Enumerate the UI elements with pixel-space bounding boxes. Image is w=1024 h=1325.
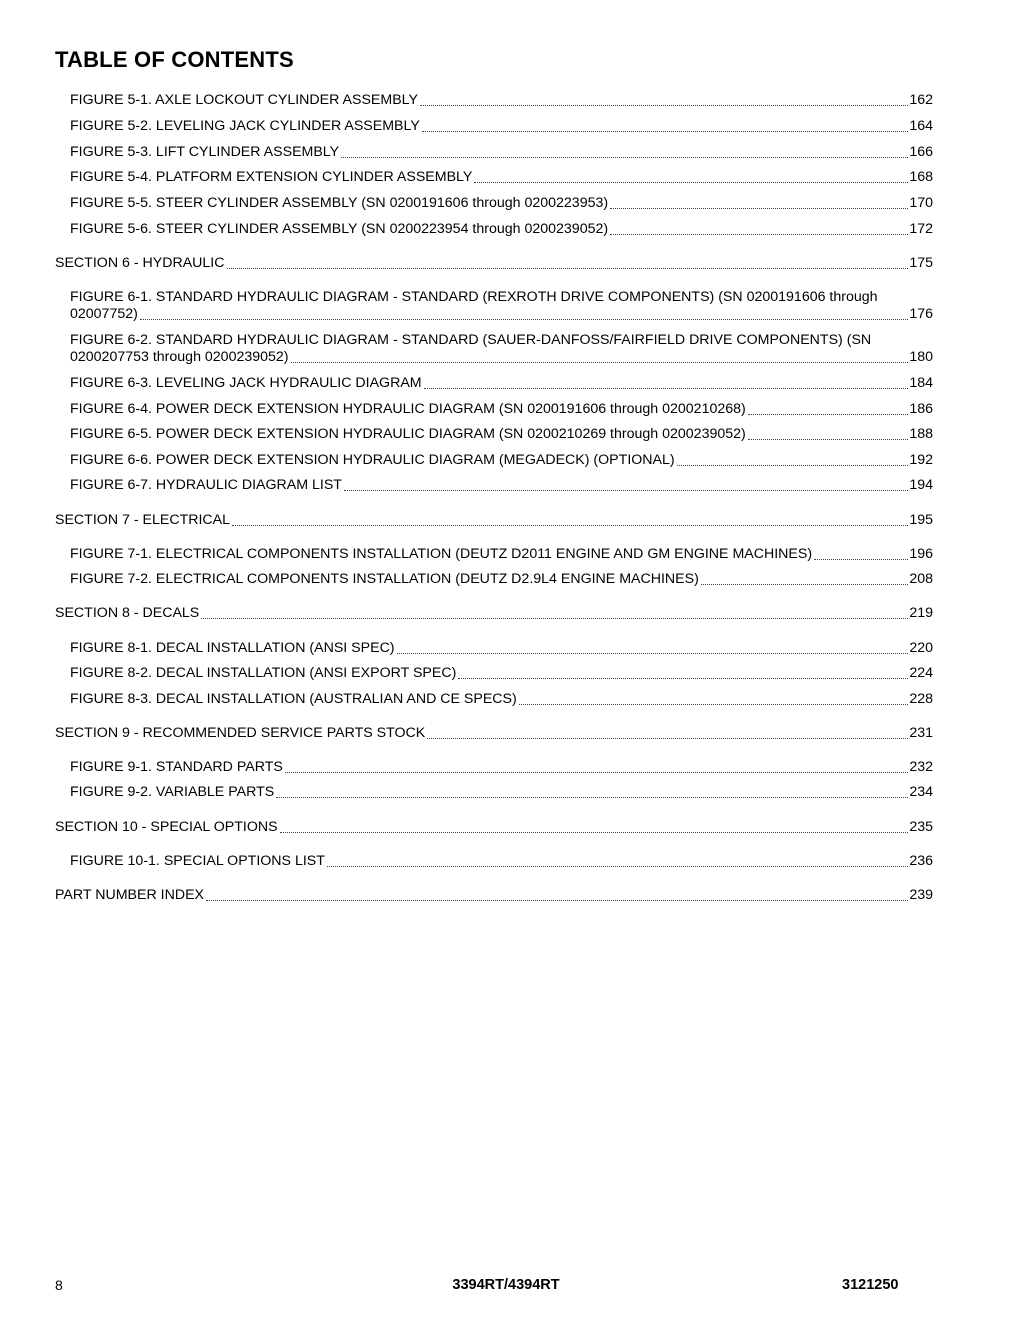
toc-entry-page: 236 [909,853,933,869]
dot-leader [232,524,908,526]
toc-entry-label: FIGURE 6-7. HYDRAULIC DIAGRAM LIST [70,477,342,493]
toc-entry-page: 220 [909,640,933,656]
toc-entry-figure[interactable] [70,221,933,238]
toc-entry-page: 176 [909,306,933,322]
toc-entry-section[interactable] [55,819,933,836]
toc-entry-label: FIGURE 5-5. STEER CYLINDER ASSEMBLY (SN 0200191606 through 0200223953) [70,195,609,211]
toc-entry-page: 188 [909,426,933,442]
toc-entry-page: 232 [909,759,933,775]
toc-entry-figure[interactable] [70,92,933,109]
footer-model: 3394RT/4394RT [452,1277,560,1293]
footer-doc-number: 3121250 [842,1277,899,1293]
toc-entry-figure[interactable] [70,640,933,657]
toc-entry-label: FIGURE 10-1. SPECIAL OPTIONS LIST [70,853,325,869]
toc-entry-figure[interactable] [70,375,933,392]
footer-page-number: 8 [55,1277,63,1293]
dot-leader [276,796,908,798]
dot-leader [291,361,909,363]
toc-entry-label: FIGURE 8-1. DECAL INSTALLATION (ANSI SPEC) [70,640,395,656]
toc-entry-page: 184 [909,375,933,391]
dot-leader [677,464,909,466]
dot-leader [206,899,908,901]
toc-entry-page: 235 [909,819,933,835]
toc-entry-page: 175 [909,255,933,271]
toc-entry-page: 208 [909,571,933,587]
toc-entry-page: 180 [909,349,933,365]
toc-entry-page: 196 [909,546,933,562]
toc-entry-label: FIGURE 5-6. STEER CYLINDER ASSEMBLY (SN 0200223954 through 0200239052) [70,221,609,237]
toc-entry-figure[interactable] [70,332,933,366]
dot-leader [519,703,909,705]
toc-entry-page: 170 [909,195,933,211]
toc-entry-figure[interactable] [70,546,933,563]
dot-leader [280,831,909,833]
dot-leader [474,181,908,183]
toc-entry-page: 192 [909,452,933,468]
toc-entry-label: FIGURE 7-1. ELECTRICAL COMPONENTS INSTALLATION (DEUTZ D2011 ENGINE AND GM ENGINE MACHINES) [70,546,813,562]
toc-entry-label: FIGURE 9-1. STANDARD PARTS [70,759,283,775]
toc-entry-label: SECTION 9 - RECOMMENDED SERVICE PARTS STOCK [55,725,426,741]
dot-leader [701,583,909,585]
toc-entry-label: PART NUMBER INDEX [55,887,204,903]
toc-entry-label: FIGURE 5-2. LEVELING JACK CYLINDER ASSEMBLY [70,118,420,134]
dot-leader [140,318,908,320]
toc-entry-label: FIGURE 5-1. AXLE LOCKOUT CYLINDER ASSEMBLY [70,92,418,108]
toc-entry-label: SECTION 10 - SPECIAL OPTIONS [55,819,278,835]
toc-entry-label: FIGURE 6-6. POWER DECK EXTENSION HYDRAULIC DIAGRAM (MEGADECK) (OPTIONAL) [70,452,675,468]
dot-leader [344,489,908,491]
toc-entry-figure[interactable] [70,169,933,186]
dot-leader [748,438,909,440]
toc-entry-figure[interactable] [70,853,933,870]
toc-entry-page: 219 [909,605,933,621]
toc-entry-label: FIGURE 6-1. STANDARD HYDRAULIC DIAGRAM - STANDARD (REXROTH DRIVE COMPONENTS) (SN 0200191606 through [70,289,878,305]
toc-entry-figure[interactable] [70,691,933,708]
dot-leader [427,737,908,739]
toc-entry-label: FIGURE 6-3. LEVELING JACK HYDRAULIC DIAGRAM [70,375,422,391]
toc-entry-label: FIGURE 5-3. LIFT CYLINDER ASSEMBLY [70,144,340,160]
toc-entry-figure[interactable] [70,144,933,161]
toc-entry-label: SECTION 6 - HYDRAULIC [55,255,225,271]
dot-leader [422,130,909,132]
toc-entry-section[interactable] [55,512,933,529]
toc-entry-section[interactable] [55,605,933,622]
dot-leader [610,207,908,209]
toc-entry-figure[interactable] [70,118,933,135]
toc-entry-label: FIGURE 7-2. ELECTRICAL COMPONENTS INSTALLATION (DEUTZ D2.9L4 ENGINE MACHINES) [70,571,699,587]
toc-entry-page: 186 [909,401,933,417]
toc-entry-page: 231 [909,725,933,741]
dot-leader [748,413,909,415]
toc-entry-label: FIGURE 5-4. PLATFORM EXTENSION CYLINDER ASSEMBLY [70,169,473,185]
toc-entry-page: 195 [909,512,933,528]
toc-entry-page: 239 [909,887,933,903]
toc-entry-label-continued: 02007752) [70,306,138,322]
toc-entry-label: FIGURE 6-2. STANDARD HYDRAULIC DIAGRAM - STANDARD (SAUER-DANFOSS/FAIRFIELD DRIVE COMPONENTS) (SN [70,332,872,348]
toc-entry-figure[interactable] [70,401,933,418]
dot-leader [201,617,908,619]
toc-entry-label: FIGURE 9-2. VARIABLE PARTS [70,784,275,800]
toc-entry-section[interactable] [55,887,933,904]
toc-entry-page: 194 [909,477,933,493]
toc-entry-label-continued: 0200207753 through 0200239052) [70,349,289,365]
toc-entry-figure[interactable] [70,477,933,494]
toc-entry-page: 224 [909,665,933,681]
dot-leader [397,652,909,654]
dot-leader [424,387,909,389]
dot-leader [610,233,908,235]
toc-entry-label: FIGURE 8-2. DECAL INSTALLATION (ANSI EXPORT SPEC) [70,665,457,681]
toc-entry-figure[interactable] [70,195,933,212]
dot-leader [814,558,908,560]
toc-entry-figure[interactable] [70,571,933,588]
toc-entry-page: 162 [909,92,933,108]
toc-entry-figure[interactable] [70,759,933,776]
toc-entry-figure[interactable] [70,452,933,469]
dot-leader [285,771,908,773]
toc-entry-page: 166 [909,144,933,160]
toc-entry-section[interactable] [55,255,933,272]
toc-entry-section[interactable] [55,725,933,742]
toc-entry-page: 234 [909,784,933,800]
toc-entry-page: 228 [909,691,933,707]
toc-entry-page: 172 [909,221,933,237]
dot-leader [227,267,909,269]
toc-entry-figure[interactable] [70,289,933,323]
toc-entry-label: SECTION 8 - DECALS [55,605,200,621]
page-title: TABLE OF CONTENTS [55,47,294,72]
toc-entry-figure[interactable] [70,784,933,801]
dot-leader [458,677,908,679]
toc-entry-page: 168 [909,169,933,185]
toc-entry-figure[interactable] [70,426,933,443]
dot-leader [420,104,908,106]
toc-entry-label: FIGURE 6-5. POWER DECK EXTENSION HYDRAULIC DIAGRAM (SN 0200210269 through 0200239052) [70,426,746,442]
toc-entry-label: FIGURE 6-4. POWER DECK EXTENSION HYDRAULIC DIAGRAM (SN 0200191606 through 0200210268) [70,401,746,417]
toc-entry-label: FIGURE 8-3. DECAL INSTALLATION (AUSTRALIAN AND CE SPECS) [70,691,517,707]
dot-leader [341,156,908,158]
toc-entry-figure[interactable] [70,665,933,682]
toc-entry-page: 164 [909,118,933,134]
toc-entry-label: SECTION 7 - ELECTRICAL [55,512,231,528]
dot-leader [327,865,908,867]
